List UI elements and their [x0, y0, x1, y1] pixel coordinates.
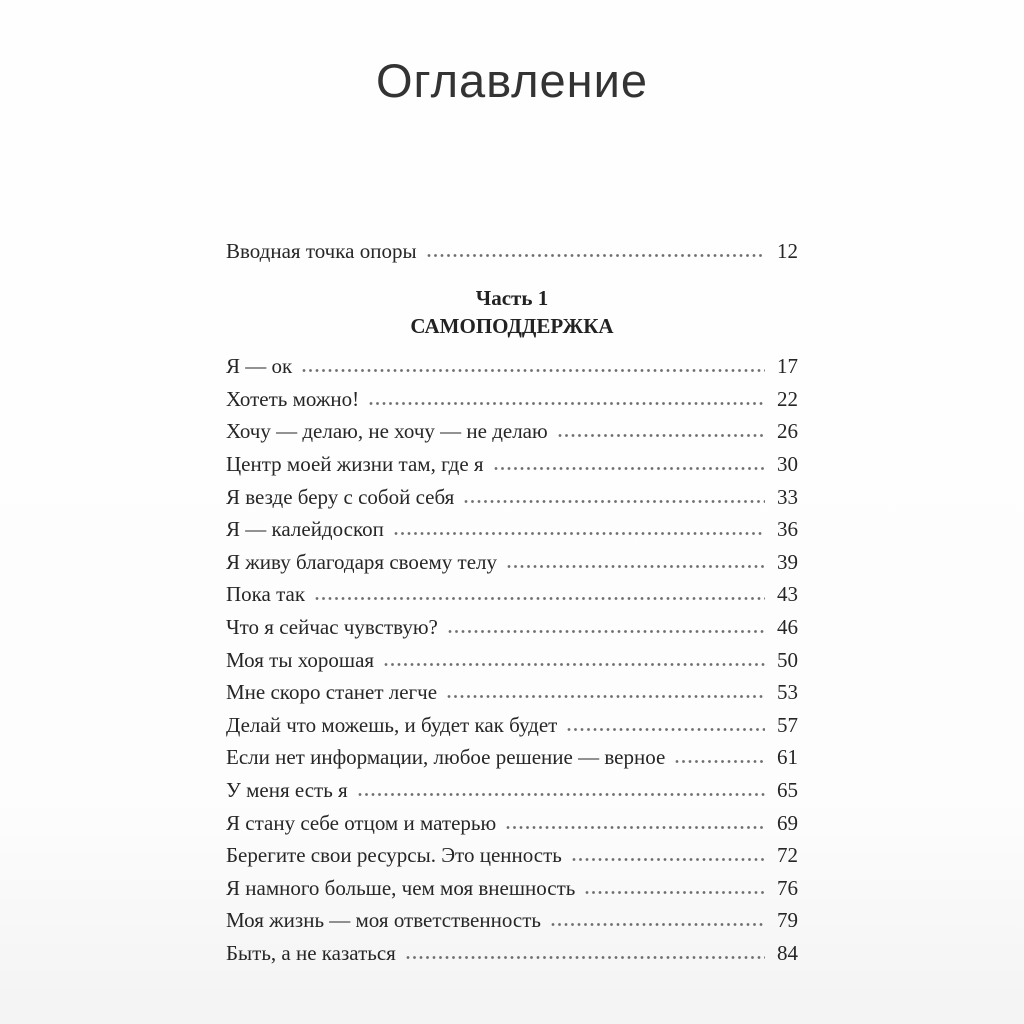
dot-leader [394, 531, 765, 536]
dot-leader [494, 466, 765, 471]
toc-entry-page: 36 [777, 517, 798, 542]
toc-entry-page: 30 [777, 452, 798, 477]
toc-entry [226, 481, 798, 514]
toc-entry-label: Моя ты хорошая [226, 647, 375, 672]
toc-entry [226, 872, 798, 905]
toc-entry-page: 46 [777, 615, 798, 640]
dot-leader [572, 857, 765, 862]
toc-entry [226, 611, 798, 644]
part-label: Часть 1 [475, 286, 549, 311]
toc-entry-label: Что я сейчас чувствую? [226, 615, 438, 640]
toc-entry-label: Я стану себе отцом и матерью [226, 810, 497, 835]
toc-entry [226, 448, 798, 481]
toc-entry-label: Я намного больше, чем моя внешность [226, 875, 576, 900]
toc-entry [226, 709, 798, 742]
toc-entry [226, 578, 798, 611]
dot-leader [302, 368, 765, 373]
toc-entry-label: У меня есть я [226, 778, 348, 802]
toc [226, 235, 798, 970]
toc-entry-page: 17 [777, 354, 798, 379]
toc-entry-label: Мне скоро станет легче [226, 680, 438, 705]
toc-entry-page: 43 [777, 582, 798, 607]
toc-entry-label: Я везде беру с собой себя [226, 484, 455, 509]
toc-entry [226, 546, 798, 579]
dot-leader [464, 499, 765, 504]
toc-entry-label: Делай что можешь, и будет как будет [226, 712, 558, 737]
dot-leader [507, 564, 765, 569]
toc-entry [226, 904, 798, 937]
toc-entry [226, 513, 798, 546]
toc-entry-label: Хочу — делаю, не хочу — не делаю [226, 419, 548, 444]
dot-leader [675, 759, 765, 764]
toc-entry-page: 22 [777, 386, 798, 411]
toc-entry-page: 76 [777, 875, 798, 900]
toc-entry [226, 350, 798, 383]
toc-entry [226, 839, 798, 872]
dot-leader [558, 433, 765, 438]
toc-entry [226, 415, 798, 448]
toc-entry-page: 79 [777, 908, 798, 933]
toc-entry-page: 39 [777, 549, 798, 574]
toc-entry [226, 676, 798, 709]
dot-leader [506, 825, 765, 830]
toc-entry-label: Вводная точка опоры [226, 238, 417, 263]
dot-leader [369, 401, 765, 406]
toc-entry-label: Хотеть можно! [226, 386, 360, 411]
toc-entry-page: 50 [777, 647, 798, 672]
dot-leader [384, 662, 765, 667]
dot-leader [427, 253, 765, 258]
toc-entry [226, 741, 798, 774]
toc-entries [226, 350, 798, 969]
dot-leader [358, 792, 765, 797]
dot-leader [447, 694, 765, 699]
dot-leader [315, 596, 765, 601]
toc-entry-label: Я живу благодаря своему телу [226, 549, 498, 574]
toc-entry [226, 807, 798, 840]
toc-entry-page: 72 [777, 843, 798, 868]
toc-entry-label: Берегите свои ресурсы. Это ценность [226, 843, 562, 868]
dot-leader [406, 955, 765, 960]
toc-entry-page: 61 [777, 745, 798, 770]
toc-entry [226, 644, 798, 677]
toc-entry-page: 84 [777, 940, 798, 965]
part-heading [226, 284, 798, 340]
toc-entry-page: 69 [777, 810, 798, 835]
toc-entry-page: 26 [777, 419, 798, 444]
toc-entry-page: 12 [777, 238, 798, 263]
dot-leader [585, 890, 765, 895]
toc-entry-page: 33 [777, 484, 798, 509]
dot-leader [567, 727, 765, 732]
toc-entry-label: Пока так [226, 582, 306, 607]
page-title: Оглавление [375, 54, 649, 107]
dot-leader [551, 922, 765, 927]
dot-leader [448, 629, 765, 634]
toc-entry-label: Быть, а не казаться [226, 940, 396, 965]
toc-entry-label: Если нет информации, любое решение — верное [226, 745, 666, 770]
toc-entry-page: 53 [777, 680, 798, 705]
part-title: САМОПОДДЕРЖКА [410, 314, 614, 339]
toc-entry-label: Центр моей жизни там, где я [226, 452, 484, 477]
toc-entry [226, 774, 798, 807]
toc-entry-page: 57 [777, 712, 798, 737]
toc-entry-page: 65 [777, 778, 798, 802]
toc-entry-label: Моя жизнь — моя ответственность [226, 908, 541, 933]
toc-entry-label: Я — калейдоскоп [226, 517, 384, 542]
toc-entry [226, 383, 798, 416]
toc-entry-intro [226, 235, 798, 268]
toc-entry [226, 937, 798, 970]
toc-entry-label: Я — ок [226, 354, 293, 379]
